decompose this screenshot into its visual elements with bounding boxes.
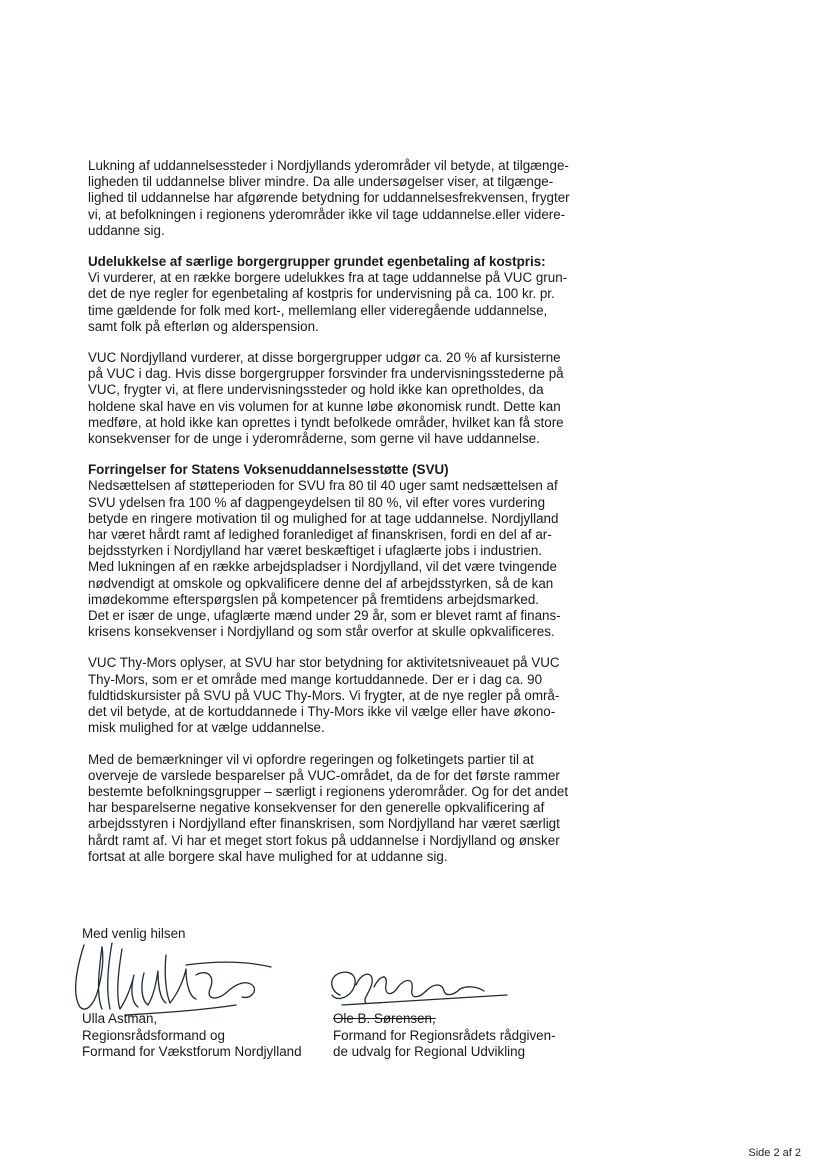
signatory-right-name: Ole B. Sørensen, xyxy=(333,1011,436,1026)
signature-ulla-astman xyxy=(66,935,276,1020)
paragraph-opfordring: Med de bemærkninger vil vi opfordre regeringen og folketingets partier til at overveje de varslede besparelser på VUC-området, da de for det første rammer bestemte befolkningsgrupper – særligt i regionens yderområder. Og for det andet har besparelserne negative konsekvenser for den generelle opkvalificering af arbejdsstyren i Nordjylland efter finanskrisen, som Nordjylland har været særligt hårdt ramt af. Vi har et meget stort fokus på uddannelse i Nordjylland og ønsker fortsat at alle borgere skal have mulighed for at uddanne sig. xyxy=(88,751,569,864)
section-body-svu: Nedsættelsen af støtteperioden for SVU fra 80 til 40 uger samt nedsættelsen af SVU ydelsen fra 100 % af dagpengeydelsen til 80 %, vil efter vores vurdering betyde en ringere motivation til og mulighed for at tage uddannelse. Nordjylland har været hårdt ramt af ledighed foranlediget af finanskrisen, fordi en del af ar- bejdsstyrken i Nordjylland har været beskæftiget i ufaglærte jobs i industrien. Med lukningen af en række arbejdspladser i Nordjylland, vil det være tvingende nødvendigt at omskole og opkvalificere denne del af arbejdsstyrken, så de kan imødekomme efterspørgslen på kompetencer på fremtidens arbejdsmarked. Det er især de unge, ufaglærte mænd under 29 år, som er blevet ramt af finans- krisens konsekvenser i Nordjylland og som står overfor at skulle opkvalificeres. xyxy=(88,478,561,640)
section-svu xyxy=(88,462,584,640)
section-body-egenbetaling: Vi vurderer, at en række borgere udelukkes fra at tage uddannelse på VUC grun- det de nye regler for egenbetaling af kostpris for undervisning på ca. 100 kr. pr. time gældende for folk med kort-, mellemlang eller videregående uddannelse, samt folk på efterløn og alderspension. xyxy=(88,270,568,334)
paragraph-thy-mors: VUC Thy-Mors oplyser, at SVU har stor betydning for aktivitetsniveauet på VUC Thy-Mors, som er et område med mange kortuddannede. Der er i dag ca. 90 fuldtidskursister på SVU på VUC Thy-Mors. Vi frygter, at de nye regler på områ- det vil betyde, at de kortuddannede i Thy-Mors ikke vil vælge eller have økono- misk mulighed for at vælge uddannelse. xyxy=(88,655,560,736)
section-heading-svu: Forringelser for Statens Voksenuddannelsesstøtte (SVU) xyxy=(88,462,449,478)
signatory-left-title-2: Formand for Vækstforum Nordjylland xyxy=(82,1044,302,1059)
page-number: Side 2 af 2 xyxy=(748,1147,801,1159)
section-egenbetaling xyxy=(88,254,584,335)
signatory-right-title-2: de udvalg for Regional Udvikling xyxy=(333,1044,526,1059)
signatory-left-name: Ulla Astman, xyxy=(82,1011,158,1026)
signatory-right-title-1: Formand for Regionsrådets rådgiven- xyxy=(333,1027,556,1043)
section-heading-egenbetaling: Udelukkelse af særlige borgergrupper grundet egenbetaling af kostpris: xyxy=(88,254,546,270)
signatory-left xyxy=(82,1011,302,1061)
letter-body xyxy=(88,158,584,880)
signature-ole-b-sorensen xyxy=(322,965,512,1015)
signatory-left-title-1: Regionsrådsformand og xyxy=(82,1027,225,1043)
paragraph-tilgaengelighed: Lukning af uddannelsessteder i Nordjyllands yderområder vil betyde, at tilgænge- ligheden til uddannelse bliver mindre. Da alle undersøgelser viser, at tilgænge- lighed til uddannelse har afgørende betydning for uddannelsesfrekvensen, frygter vi, at befolkningen i regionens yderområder ikke vil tage uddannelse.eller videre- uddanne sig. xyxy=(88,158,570,238)
signatory-right xyxy=(333,1011,556,1061)
closing-salutation: Med venlig hilsen xyxy=(82,926,186,941)
paragraph-borgergrupper: VUC Nordjylland vurderer, at disse borgergrupper udgør ca. 20 % af kursisterne på VUC i dag. Hvis disse borgergrupper forsvinder fra undervisningsstederne på VUC, frygter vi, at flere undervisningssteder og hold ikke kan opretholdes, da holdene skal have en vis volumen for at kunne løbe økonomisk rundt. Dette kan medføre, at hold ikke kan oprettes i tyndt befolkede områder, hvilket kan få store konsekvenser for de unge i yderområderne, som gerne vil have uddannelse. xyxy=(88,350,564,447)
